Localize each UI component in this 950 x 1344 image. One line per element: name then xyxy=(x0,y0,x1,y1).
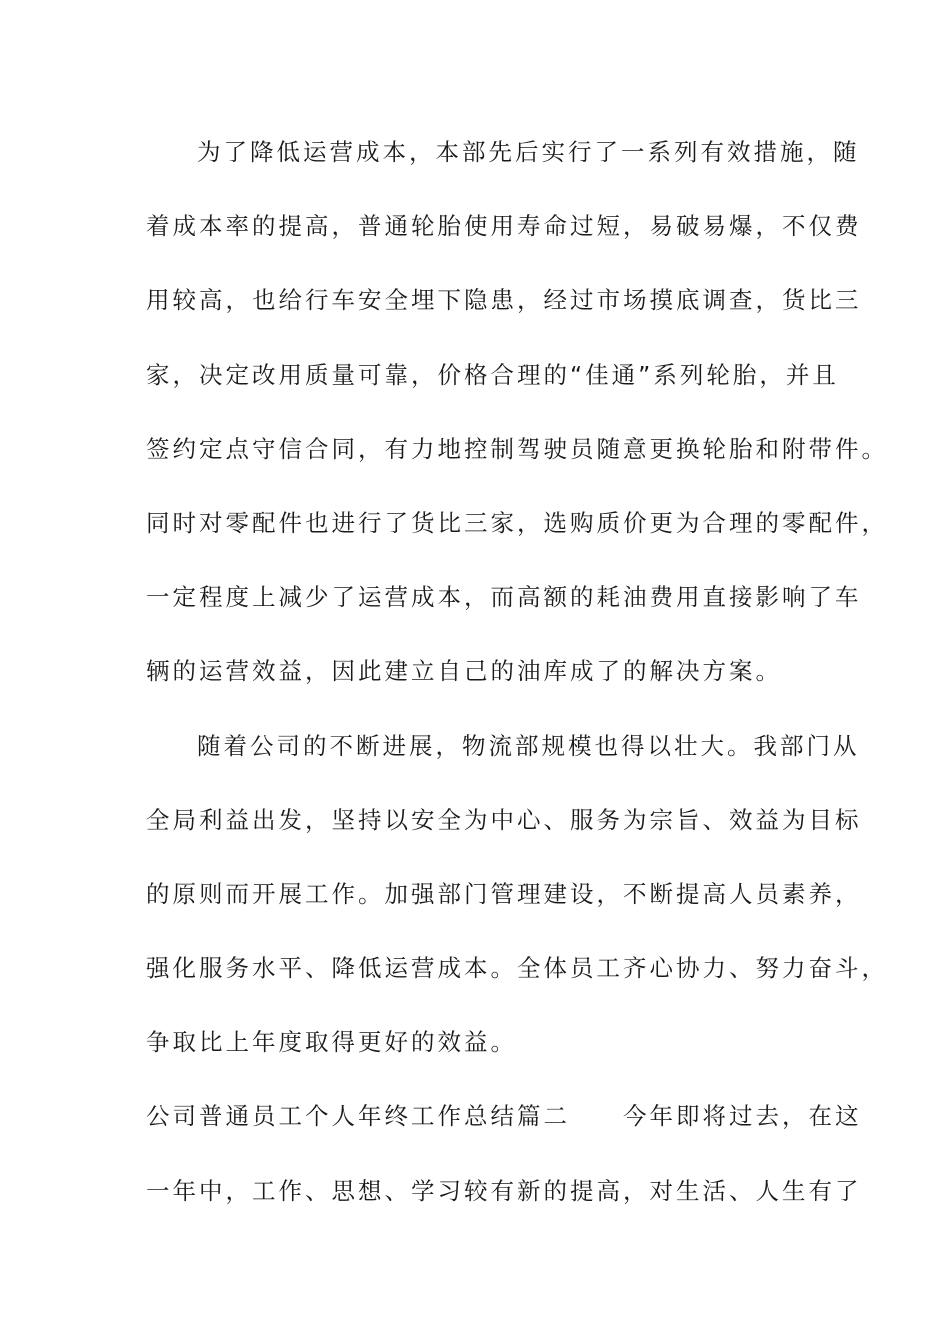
text-line-11: 的原则而开展工作。加强部门管理建设，不断提高人员素养， xyxy=(146,879,862,908)
text-line-3: 用较高，也给行车安全埋下隐患，经过市场摸底调查，货比三 xyxy=(146,286,862,315)
text-line-6: 同时对零配件也进行了货比三家，选购质价更为合理的零配件， xyxy=(146,508,888,537)
text-line-15: 一年中，工作、思想、学习较有新的提高，对生活、人生有了 xyxy=(146,1176,862,1205)
text-line-2: 着成本率的提高，普通轮胎使用寿命过短，易破易爆，不仅费 xyxy=(146,212,862,241)
text-line-7: 一定程度上减少了运营成本，而高额的耗油费用直接影响了车 xyxy=(146,583,862,612)
text-line-4: 家，决定改用质量可靠，价格合理的“佳通”系列轮胎，并且 xyxy=(146,360,839,389)
text-line-10: 全局利益出发，坚持以安全为中心、服务为宗旨、效益为目标 xyxy=(146,805,862,834)
text-line-5: 签约定点守信合同，有力地控制驾驶员随意更换轮胎和附带件。 xyxy=(146,434,888,463)
text-line-13: 争取比上年度取得更好的效益。 xyxy=(146,1028,517,1057)
text-line-1: 为了降低运营成本，本部先后实行了一系列有效措施，随 xyxy=(197,138,860,166)
document-body xyxy=(146,134,888,1247)
text-line-14: 公司普通员工个人年终工作总结篇二 今年即将过去，在这 xyxy=(146,1102,862,1131)
text-line-12: 强化服务水平、降低运营成本。全体员工齐心协力、努力奋斗， xyxy=(146,954,888,983)
text-line-9: 随着公司的不断进展，物流部规模也得以壮大。我部门从 xyxy=(197,731,860,760)
text-line-8: 辆的运营效益，因此建立自己的油库成了的解决方案。 xyxy=(146,657,782,686)
